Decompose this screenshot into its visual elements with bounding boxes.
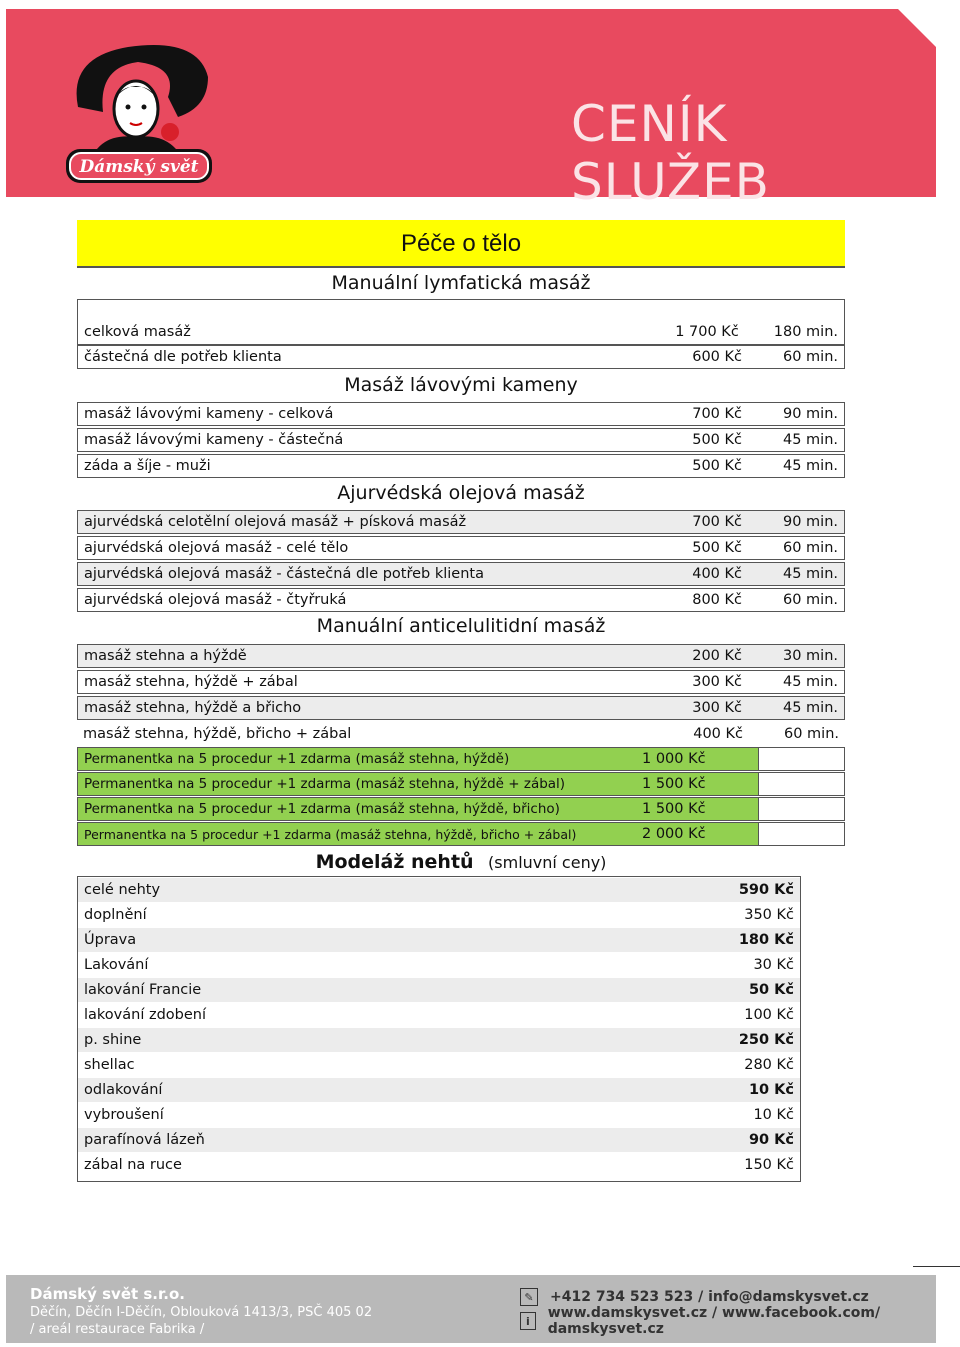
contact-web[interactable]: www.damskysvet.cz / www.facebook.com/ damskysvet.cz (547, 1305, 881, 1337)
header-banner (6, 9, 936, 211)
table-row: masáž stehna, hýždě + zábal 300 Kč 45 min. (77, 670, 845, 694)
company-venue: / areál restaurace Fabrika / (30, 1322, 205, 1337)
table-row: celková masáž 1 700 Kč 180 min. (77, 299, 845, 345)
title-bar (77, 220, 845, 268)
table-row: doplnění 350 Kč (84, 907, 794, 923)
footer-contact-block (520, 1285, 936, 1337)
table-row: záda a šíje - muži 500 Kč 45 min. (77, 454, 845, 478)
company-address: Děčín, Děčín I-Děčín, Oblouková 1413/3, PSČ 405 02 (30, 1305, 373, 1320)
table-row: vybroušení 10 Kč (84, 1107, 794, 1123)
footer-rule (913, 1266, 960, 1267)
pass-row: Permanentka na 5 procedur +1 zdarma (masáž stehna, hýždě, břicho + zábal) 2 000 Kč (77, 822, 845, 846)
table-row: masáž stehna, hýždě a břicho 300 Kč 45 min. (77, 696, 845, 720)
table-row: částečná dle potřeb klienta 600 Kč 60 min. (77, 345, 845, 369)
section-title-nails-wrap (77, 851, 845, 873)
page-header-title: CENÍK SLUŽEB (571, 95, 770, 211)
table-row: celé nehty 590 Kč (78, 878, 800, 902)
table-row: masáž lávovými kameny - částečná 500 Kč 45 min. (77, 428, 845, 452)
table-row: ajurvédská celotělní olejová masáž + písková masáž 700 Kč 90 min. (77, 510, 845, 534)
section-title-lymph: Manuální lymfatická masáž (331, 272, 591, 294)
damsky-svet-logo (58, 37, 218, 187)
info-icon: i (520, 1312, 536, 1330)
folded-corner (898, 9, 936, 47)
table-row: lakování zdobení 100 Kč (84, 1007, 794, 1023)
table-row: ajurvédská olejová masáž - čtyřruká 800 Kč 60 min. (77, 588, 845, 612)
pass-row: Permanentka na 5 procedur +1 zdarma (masáž stehna, hýždě + zábal) 1 500 Kč (77, 772, 845, 796)
section-title-anticellulite: Manuální anticelulitidní masáž (316, 615, 606, 637)
table-row: shellac 280 Kč (84, 1057, 794, 1073)
pass-row: Permanentka na 5 procedur +1 zdarma (masáž stehna, hýždě, břicho) 1 500 Kč (77, 797, 845, 821)
section-title-lava: Masáž lávovými kameny (344, 374, 578, 396)
section-note: (smluvní ceny) (488, 853, 607, 872)
contact-phone-email[interactable]: +412 734 523 523 / info@damskysvet.cz (550, 1289, 869, 1305)
company-name: Dámský svět s.r.o. (30, 1285, 185, 1303)
table-row: zábal na ruce 150 Kč (84, 1157, 794, 1173)
table-row: ajurvédská olejová masáž - celé tělo 500 Kč 60 min. (77, 536, 845, 560)
table-row: lakování Francie 50 Kč (78, 978, 800, 1002)
table-row: masáž lávovými kameny - celková 700 Kč 90 min. (77, 402, 845, 426)
table-row: masáž stehna a hýždě 200 Kč 30 min. (77, 644, 845, 668)
table-row: Úprava 180 Kč (78, 928, 800, 952)
table-row: p. shine 250 Kč (78, 1028, 800, 1052)
footer (6, 1275, 936, 1343)
table-row: masáž stehna, hýždě, břicho + zábal 400 Kč 60 min. (83, 726, 839, 742)
page-title: Péče o tělo (400, 230, 522, 257)
table-row: odlakování 10 Kč (78, 1078, 800, 1102)
pass-row: Permanentka na 5 procedur +1 zdarma (masáž stehna, hýždě) 1 000 Kč (77, 747, 845, 771)
footer-company-block (30, 1285, 372, 1337)
pencil-icon: ✎ (520, 1288, 538, 1306)
table-row: ajurvédská olejová masáž - částečná dle potřeb klienta 400 Kč 45 min. (77, 562, 845, 586)
table-row: Lakování 30 Kč (84, 957, 794, 973)
section-title-ayurveda: Ajurvédská olejová masáž (337, 482, 585, 504)
section-title-nails: Modeláž nehtů (315, 851, 474, 873)
table-row: parafínová lázeň 90 Kč (78, 1128, 800, 1152)
logo-text: Dámský svět (79, 157, 199, 177)
